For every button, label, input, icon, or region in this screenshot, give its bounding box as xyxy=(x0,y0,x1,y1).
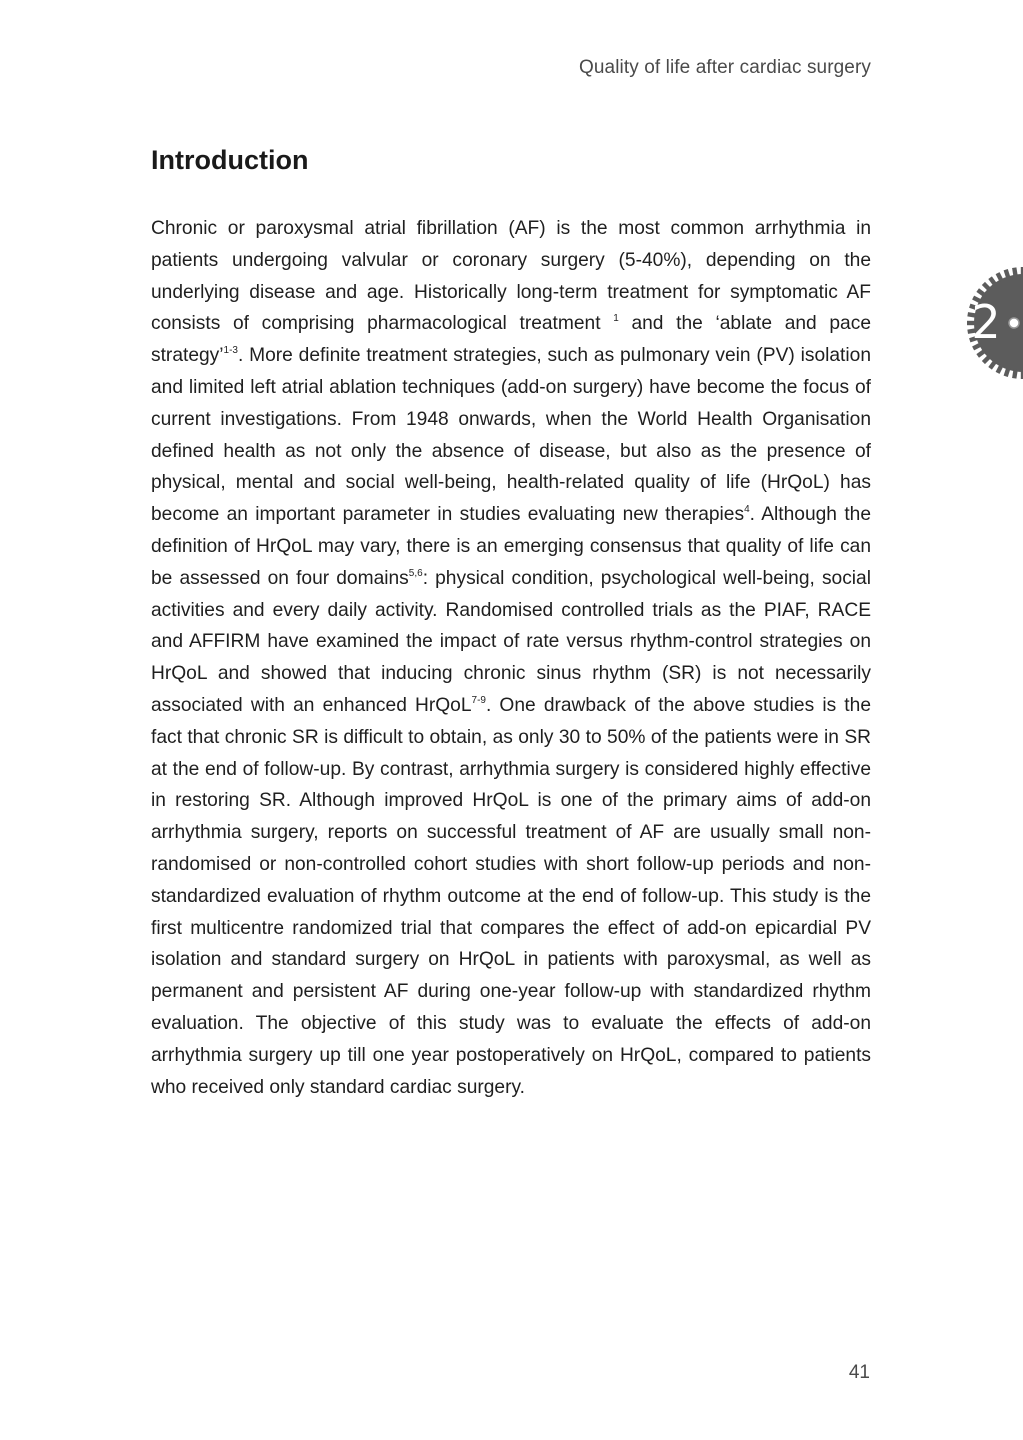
body-paragraph xyxy=(151,213,871,1103)
section-title: Introduction xyxy=(151,145,309,175)
gear-tooth xyxy=(996,272,1004,282)
body-text-part: . Although the definition of HrQoL may vary, there is an emerging consensus that quality of life can be assessed on four domains xyxy=(151,504,871,589)
reference-marker: 4 xyxy=(744,504,750,516)
running-header: Quality of life after cardiac surgery xyxy=(579,57,871,78)
reference-marker: 5,6 xyxy=(408,567,423,579)
body-text-part: and the ‘ablate and pace strategy’ xyxy=(151,313,871,367)
gear-tooth xyxy=(996,364,1004,374)
body-text-part: . One drawback of the above studies is the fact that chronic SR is difficult to obtain, as only 30 to 50% of the patients were in SR at the end of follow-up. By contrast, arrhythmia surgery is considered highly effective in restoring SR. Although improved HrQoL is one of the primary aims of add-on arrhythmia surgery, reports on successful treatment of AF are usually small non-randomised or non-controlled cohort studies with short follow-up periods and non-standardized evaluation of rhythm outcome at the end of follow-up. This study is the first multicentre randomized trial that compares the effect of add-on epicardial PV isolation and standard surgery on HrQoL in patients with paroxysmal, as well as permanent and persistent AF during one-year follow-up with standardized rhythm evaluation. The objective of this study was to evaluate the effects of add-on arrhythmia surgery up till one year postoperatively on HrQoL, compared to patients who received only standard cardiac surgery. xyxy=(151,694,871,1098)
reference-marker: 1 xyxy=(613,313,619,325)
gear-tooth xyxy=(1004,269,1011,279)
body-text-part: . More definite treatment strategies, such as pulmonary vein (PV) isolation and limited left atrial ablation techniques (add-on surgery) have become the focus of current investigations. From 1948 onwards, when the World Health Organisation defined health as not only the absence of disease, but also as the presence of physical, mental and social well-being, health-related quality of life (HrQoL) has become an important parameter in studies evaluating new therapies xyxy=(151,345,871,526)
reference-marker: 7-9 xyxy=(471,694,486,706)
page-number: 41 xyxy=(848,1362,870,1383)
chapter-tab xyxy=(966,266,1023,380)
body-text-part: Chronic or paroxysmal atrial fibrillation (AF) is the most common arrhythmia in patients undergoing valvular or coronary surgery (5-40%), depending on the underlying disease and age. Historically long-term treatment for symptomatic AF consists of comprising pharmacological treatment xyxy=(151,218,871,335)
gear-tooth xyxy=(1004,367,1011,377)
reference-marker: 1-3 xyxy=(223,345,238,357)
chapter-number: 2 xyxy=(971,295,1001,349)
body-text-part: : physical condition, psychological well-being, social activities and every daily activity. Randomised controlled trials as the PIAF, RACE and AFFIRM have examined the impact of rate versus rhythm-control strategies on HrQoL and showed that inducing chronic sinus rhythm (SR) is not necessarily associated with an enhanced HrQoL xyxy=(151,567,871,716)
